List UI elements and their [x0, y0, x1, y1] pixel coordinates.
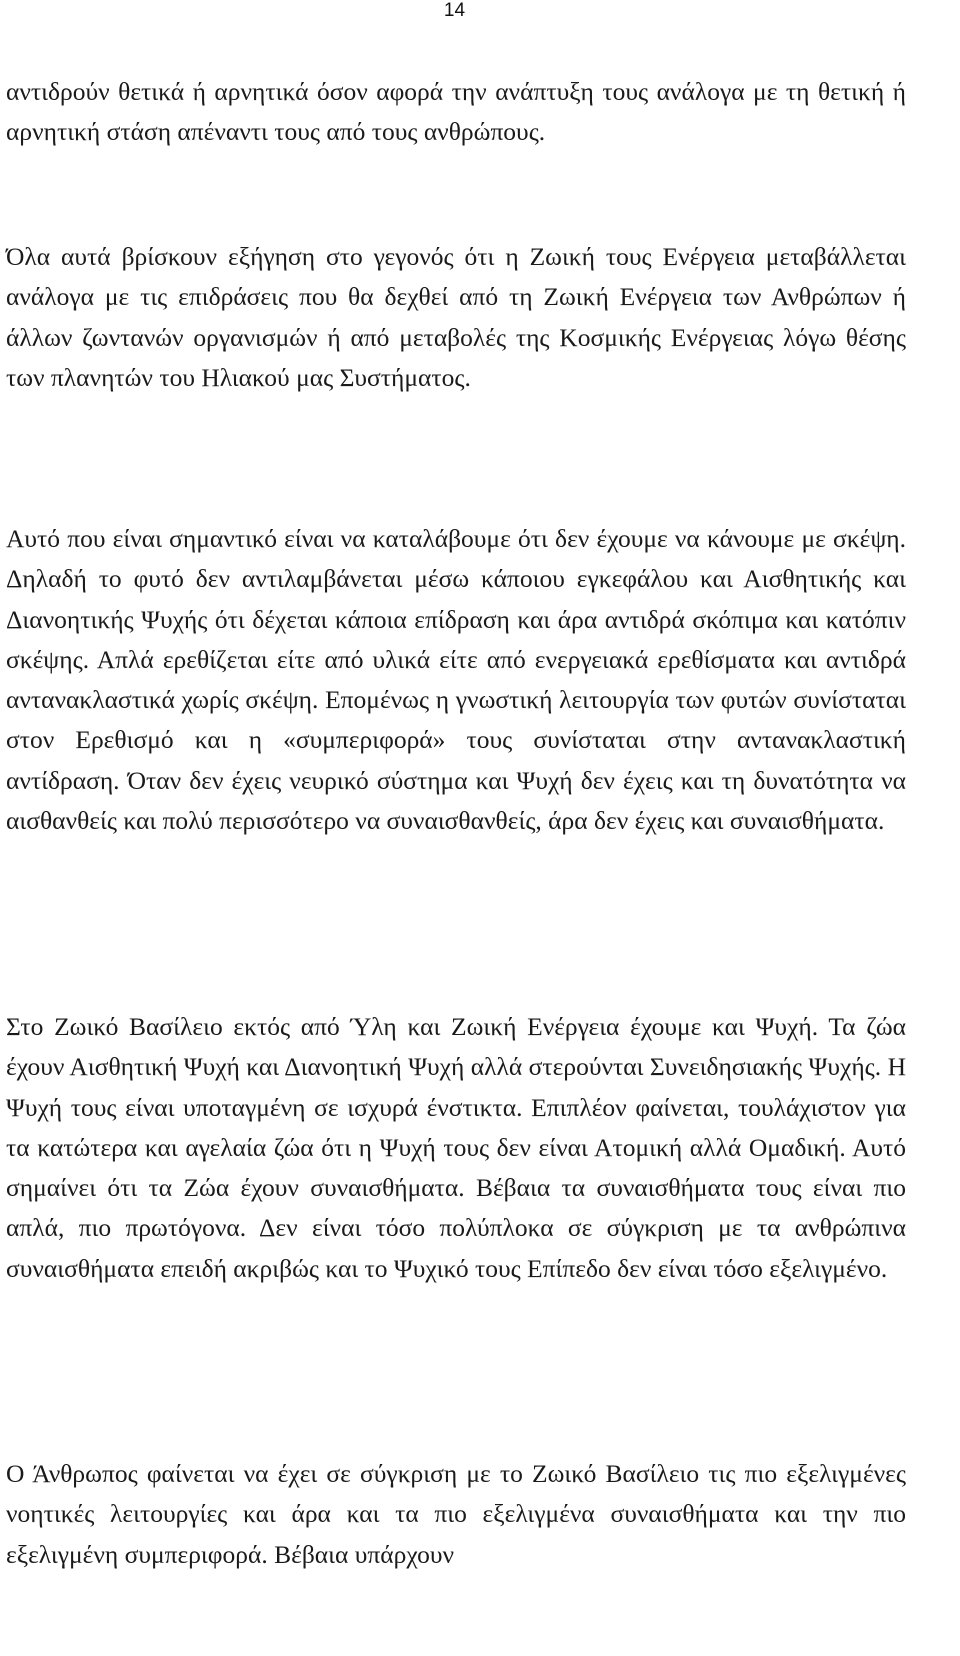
paragraph-4: Στο Ζωικό Βασίλειο εκτός από Ύλη και Ζωική Ενέργεια έχουμε και Ψυχή. Τα ζώα έχουν Αισθητική Ψυχή και Διανοητική Ψυχή αλλά στερούνται Συνειδησιακής Ψυχής. Η Ψυχή τους είναι υποταγμένη σε ισχυρά ένστικτα. Επιπλέον φαίνεται, τουλάχιστον για τα κατώτερα και αγελαία ζώα ότι η Ψυχή τους δεν είναι Ατομική αλλά Ομαδική. Αυτό σημαίνει ότι τα Ζώα έχουν συναισθήματα. Βέβαια τα συναισθήματα τους είναι πιο απλά, πιο πρωτόγονα. Δεν είναι τόσο πολύπλοκα σε σύγκριση με τα ανθρώπινα συναισθήματα επειδή ακριβώς και το Ψυχικό τους Επίπεδο δεν είναι τόσο εξελιγμένο. [6, 1012, 906, 1283]
paragraph-2: Όλα αυτά βρίσκουν εξήγηση στο γεγονός ότι η Ζωική τους Ενέργεια μεταβάλλεται ανάλογα με τις επιδράσεις που θα δεχθεί από τη Ζωική Ενέργεια των Ανθρώπων ή άλλων ζωντανών οργανισμών ή από μεταβολές της Κοσμικής Ενέργειας λόγω θέσης των πλανητών του Ηλιακού μας Συστήματος. [6, 242, 906, 392]
paragraph-5: Ο Άνθρωπος φαίνεται να έχει σε σύγκριση με το Ζωικό Βασίλειο τις πιο εξελιγμένες νοητικές λειτουργίες και άρα και τα πιο εξελιγμένα συναισθήματα και την πιο εξελιγμένη συμπεριφορά. Βέβαια υπάρχουν [6, 1459, 906, 1569]
paragraph-1: αντιδρούν θετικά ή αρνητικά όσον αφορά την ανάπτυξη τους ανάλογα με τη θετική ή αρνητική στάση απέναντι τους από τους ανθρώπους. [6, 77, 906, 147]
paragraph-3: Αυτό που είναι σημαντικό είναι να καταλάβουμε ότι δεν έχουμε να κάνουμε με σκέψη. Δηλαδή το φυτό δεν αντιλαμβάνεται μέσω κάποιου εγκεφάλου και Αισθητικής και Διανοητικής Ψυχής ότι δέχεται κάποια επίδραση και άρα αντιδρά σκόπιμα και κατόπιν σκέψης. Απλά ερεθίζεται είτε από υλικά είτε από ενεργειακά ερεθίσματα και αντιδρά αντανακλαστικά χωρίς σκέψη. Επομένως η γνωστική λειτουργία των φυτών συνίσταται στον Ερεθισμό και η «συμπεριφορά» τους συνίσταται στην αντανακλαστική αντίδραση. Όταν δεν έχεις νευρικό σύστημα και Ψυχή δεν έχεις και τη δυνατότητα να αισθανθείς και πολύ περισσότερο να συναισθανθείς, άρα δεν έχεις και συναισθήματα. [6, 524, 906, 836]
page-number: 14 [443, 0, 466, 21]
